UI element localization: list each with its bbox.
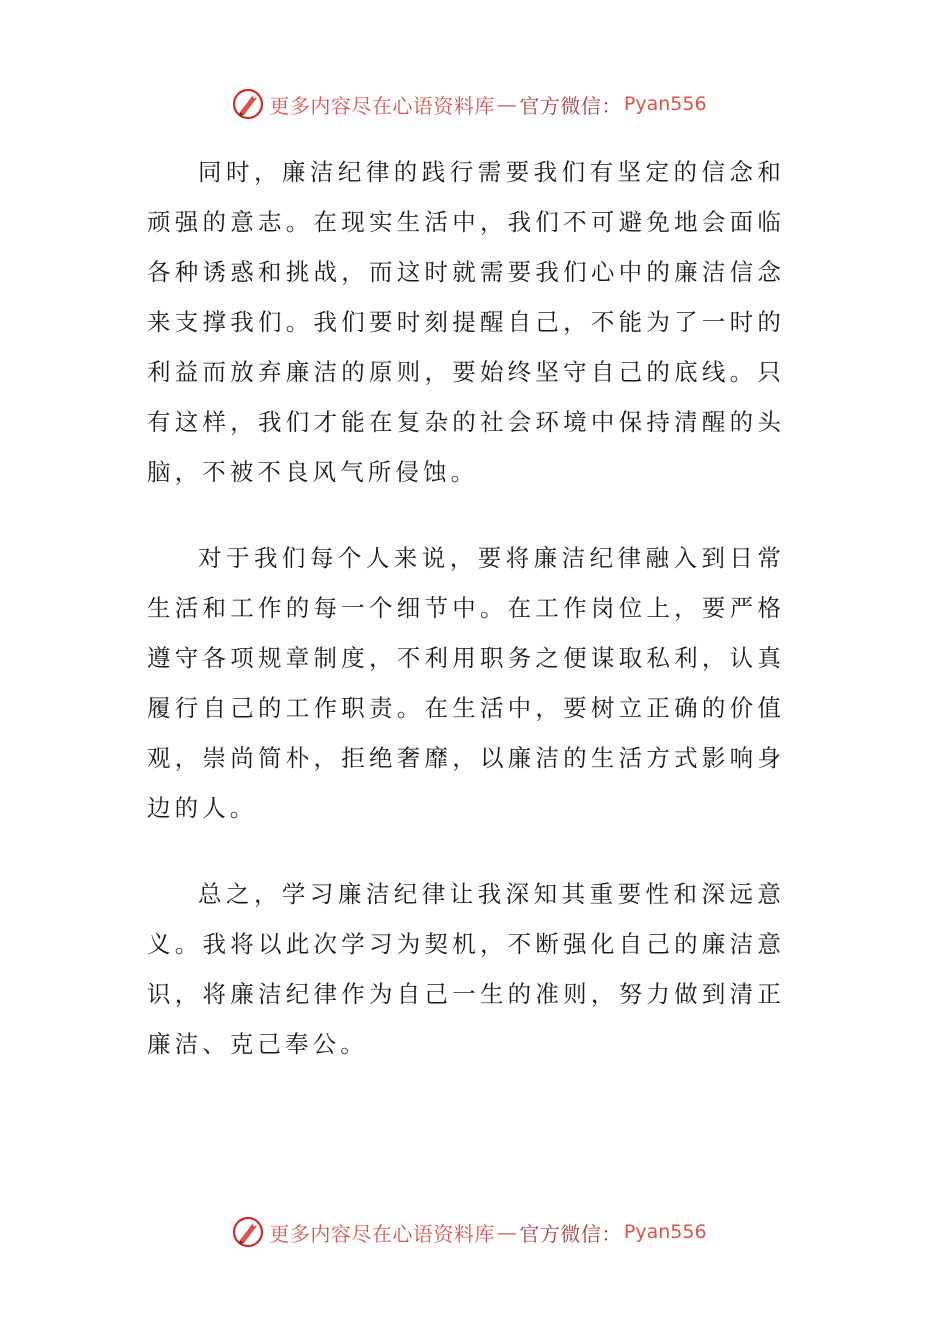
footer-banner-content (231, 1215, 706, 1249)
paragraph-1: 同时，廉洁纪律的践行需要我们有坚定的信念和顽强的意志。在现实生活中，我们不可避免地会面临各种诱惑和挑战，而这时就需要我们心中的廉洁信念来支撑我们。我们要时刻提醒自己，不能为了一时的利益而放弃廉洁的原则，要始终坚守自己的底线。只有这样，我们才能在复杂的社会环境中保持清醒的头脑，不被不良风气所侵蚀。 (147, 158, 785, 486)
document-body (147, 147, 785, 1105)
paragraph-2: 对于我们每个人来说，要将廉洁纪律融入到日常生活和工作的每一个细节中。在工作岗位上，要严格遵守各项规章制度，不利用职务之便谋取私利，认真履行自己的工作职责。在生活中，要树立正确的价值观，崇尚简朴，拒绝奢靡，以廉洁的生活方式影响身边的人。 (147, 544, 785, 822)
banner-wechat-label: 官方微信： (519, 1221, 622, 1246)
banner-wechat-id: Pyan556 (623, 93, 707, 115)
banner-main-text: 更多内容尽在心语资料库 (269, 1221, 495, 1246)
banner-wechat-label: 官方微信： (519, 93, 622, 118)
footer-banner (0, 1212, 950, 1252)
pen-nib-logo-icon (231, 87, 265, 121)
header-banner (0, 84, 950, 124)
banner-wechat-id: Pyan556 (623, 1221, 707, 1243)
banner-separator: — (496, 1220, 518, 1244)
banner-separator: — (496, 92, 518, 116)
banner-main-text: 更多内容尽在心语资料库 (269, 93, 495, 118)
paragraph-3: 总之，学习廉洁纪律让我深知其重要性和深远意义。我将以此次学习为契机，不断强化自己的廉洁意识，将廉洁纪律作为自己一生的准则，努力做到清正廉洁、克己奉公。 (147, 880, 785, 1058)
pen-nib-logo-icon (231, 1215, 265, 1249)
header-banner-content (231, 87, 706, 121)
